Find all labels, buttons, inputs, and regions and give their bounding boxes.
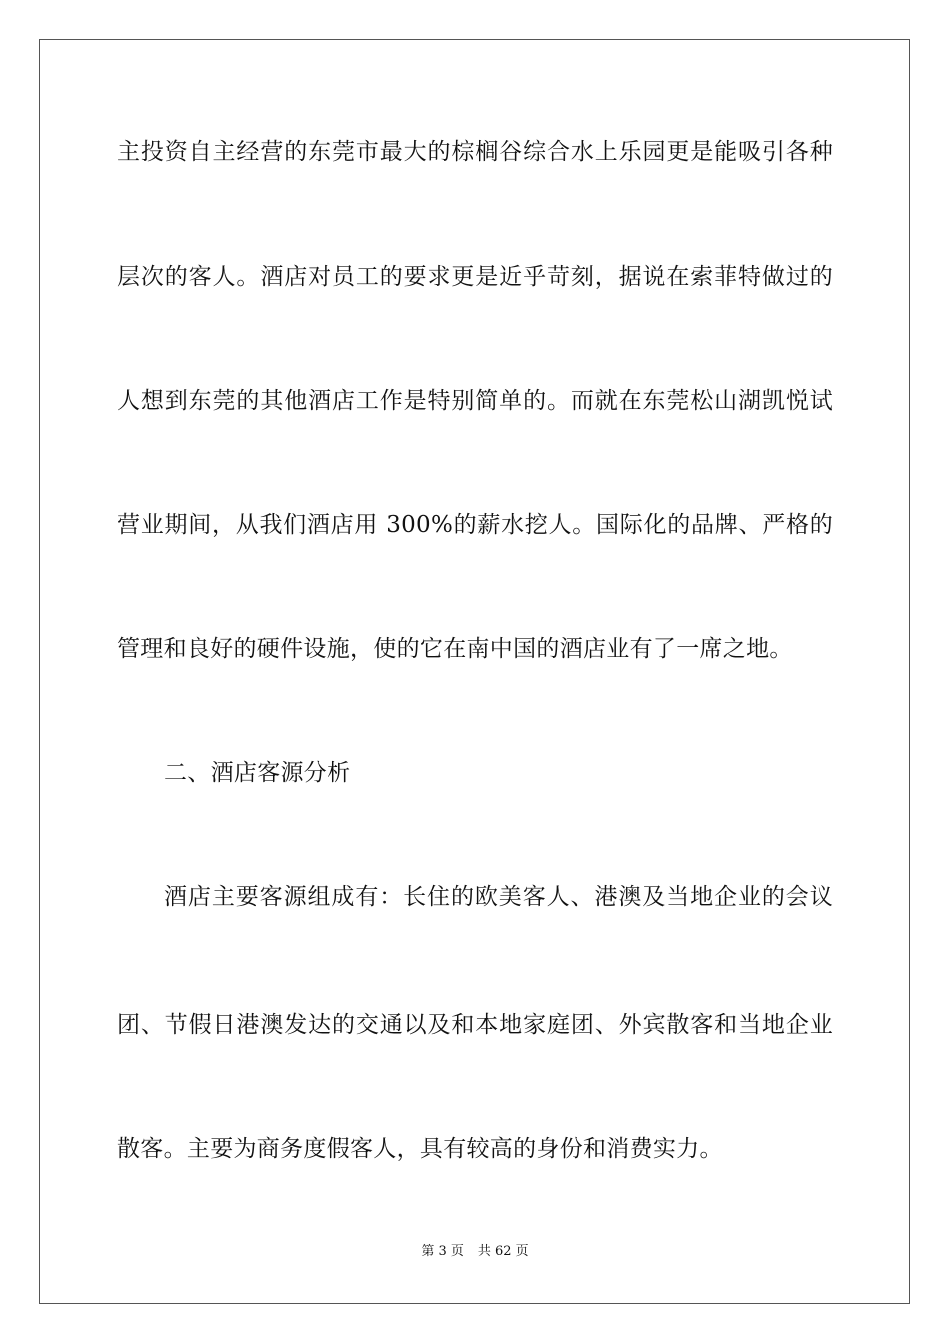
body-text-line: 酒店主要客源组成有：长住的欧美客人、港澳及当地企业的会议 xyxy=(164,884,833,910)
body-text-line: 营业期间，从我们酒店用 300%的薪水挖人。国际化的品牌、严格的 xyxy=(117,512,833,538)
body-text-line: 管理和良好的硬件设施，使的它在南中国的酒店业有了一席之地。 xyxy=(117,636,793,662)
body-text-line: 团、节假日港澳发达的交通以及和本地家庭团、外宾散客和当地企业 xyxy=(117,1012,833,1038)
body-text-line: 主投资自主经营的东莞市最大的棕榈谷综合水上乐园更是能吸引各种 xyxy=(117,139,833,165)
page-footer xyxy=(0,1244,950,1260)
page-border xyxy=(39,39,910,1304)
section-heading: 二、酒店客源分析 xyxy=(164,760,351,786)
page-number: 第 3 页 xyxy=(421,1244,464,1259)
body-text-line: 人想到东莞的其他酒店工作是特别简单的。而就在东莞松山湖凯悦试 xyxy=(117,388,833,414)
body-text-line: 散客。主要为商务度假客人，具有较高的身份和消费实力。 xyxy=(117,1136,723,1162)
page-total: 共 62 页 xyxy=(477,1244,529,1259)
body-text-line: 层次的客人。酒店对员工的要求更是近乎苛刻，据说在索菲特做过的 xyxy=(117,264,833,290)
